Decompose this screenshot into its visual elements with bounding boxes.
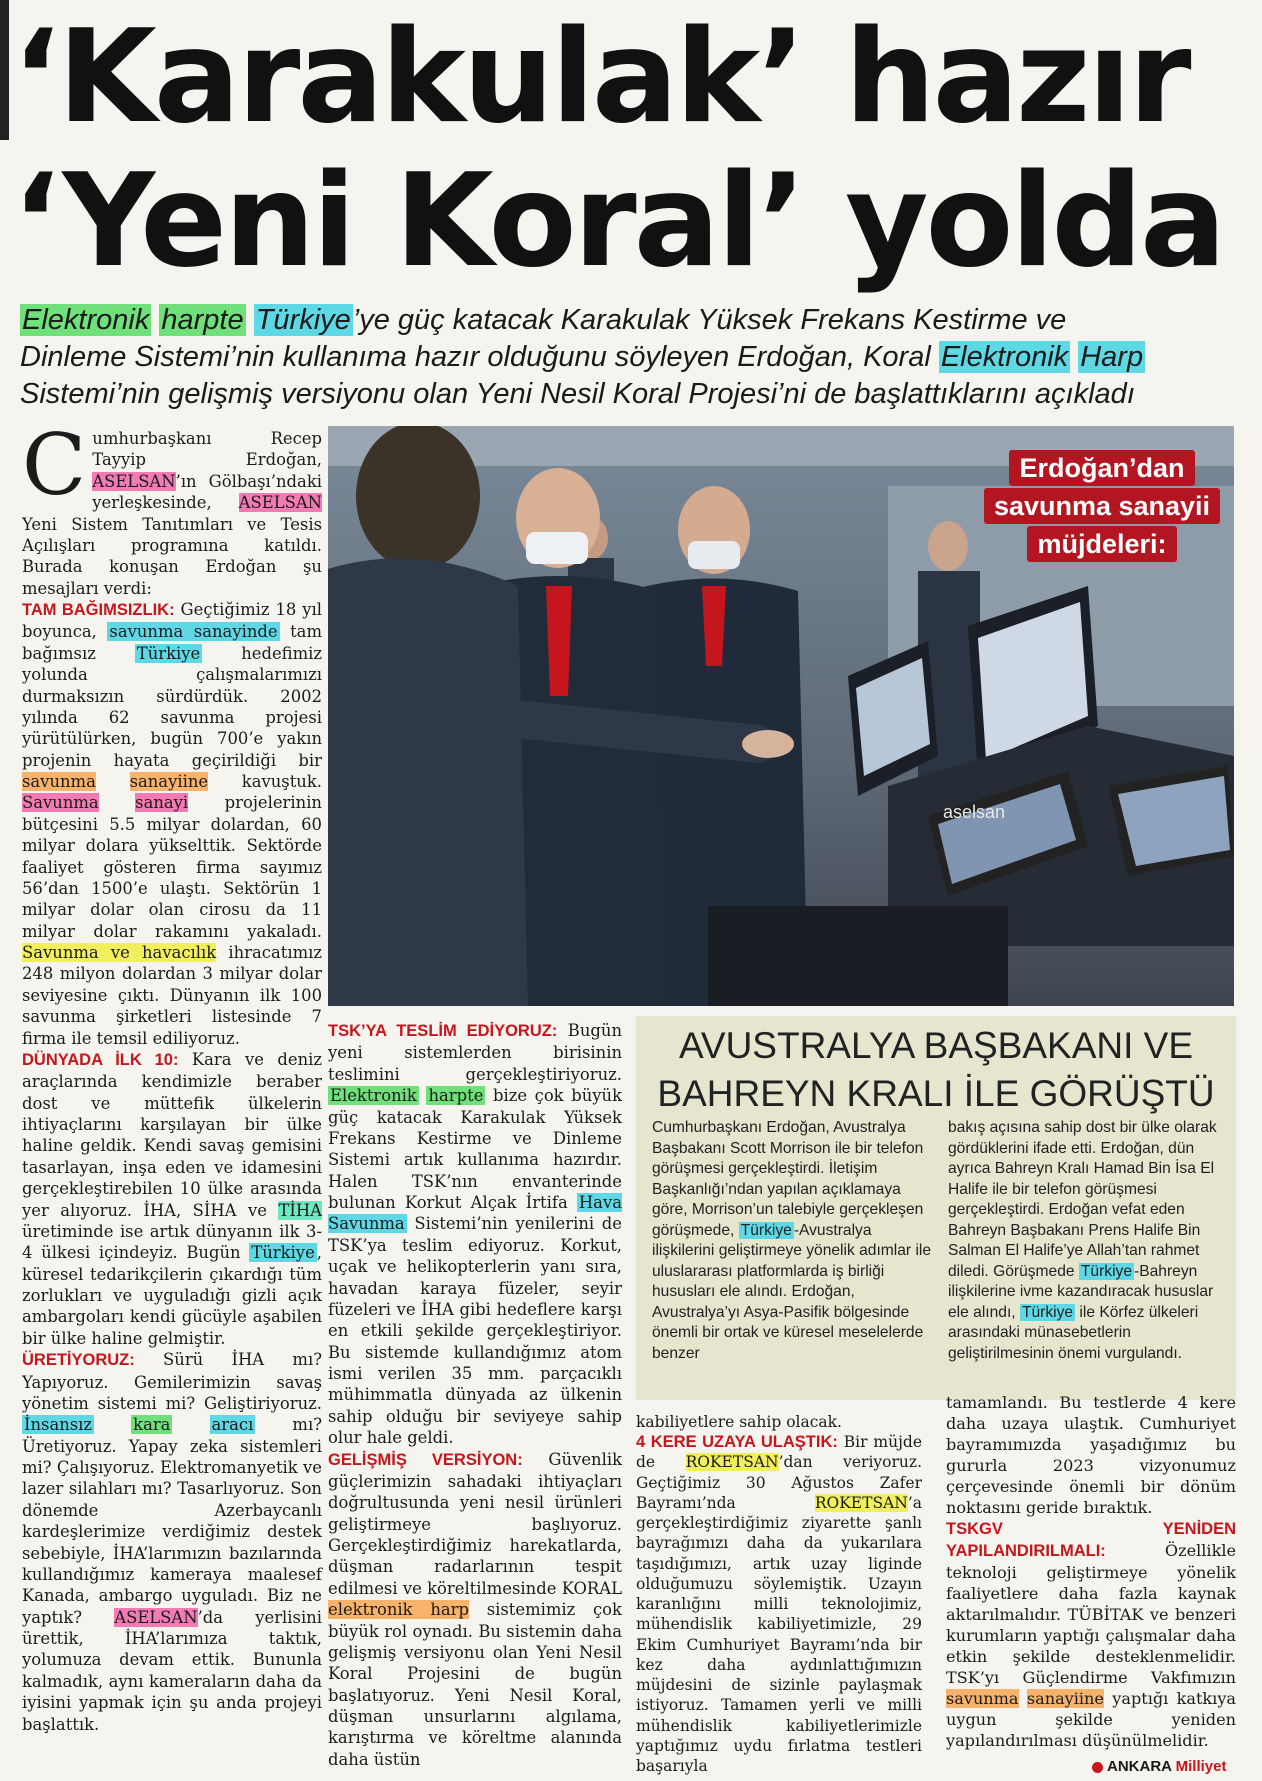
page-edge-rule [0, 0, 9, 140]
photo-overlay-caption: Erdoğan’dan savunma sanayii müjdeleri: [968, 448, 1236, 564]
article-column-4: tamamlandı. Bu testlerde 4 kere daha uzaya ulaştık. Cumhuriyet bayramımızda yaşadığımız bu gururla 2023 vizyonumuz çerçevesinde önemli bir dönüm noktasını geride bıraktık. TSKGV YENİDEN YAPILANDIRILMALI: Özellikle teknoloji geliştirmeye yönelik faaliyetlere daha fazla kaynak aktarılmalıdır. TÜBİTAK ve benzeri kurumların yaptığı çalışmalar daha etkin şekilde desteklenmelidir. TSK’yı Güçlendirme Vakfımızın savunma sanayiine yaptığı katkıya uygun şekilde yeniden yapılandırılması düşünülmelidir. [946, 1393, 1237, 1750]
lead-line-3: Sistemi’nin gelişmiş versiyonu olan Yeni Nesil Koral Projesi’ni de başlattıklarını açıkladı [20, 378, 1135, 410]
lead-line-1: Elektronik harpte Türkiye’ye güç katacak Karakulak Yüksek Frekans Kestirme ve [22, 304, 1067, 336]
article-column-2: TSK’YA TESLİM EDİYORUZ: Bugün yeni sistemlerden birisinin teslimini gerçekleştiriyoruz. Elektronik harpte bize çok büyük güç katacak Karakulak Yüksek Frekans Kestirme ve Dinleme Sistemi artık kullanıma hazırdır. Halen TSK’nın envanterinde bulunan Korkut Alçak İrtifa Hava Savunma Sistemi’nin yenilerini de TSK’ya teslim ediyoruz. Korkut, uçak ve helikopterlerin yanı sıra, havadan karaya füzeler, seyir füzeleri ve İHA gibi hedeflere karşı en etkili şekilde gerçekleştiriyor. Bu sistemde kullandığımız atom ismi verilen 35 mm. parçacıklı mühimmatla dünyada az ülkenin sahip olduğu bir seviyeye sahip olur hale geldi. GELİŞMİŞ VERSİYON: Güvenlik güçlerimizin sahadaki ihtiyaçları doğrultusunda yeni nesil ürünleri geliştirmeye başlıyoruz. Gerçekleştirdiğimiz harekatlarda, düşman radarlarının tespit edilmesi ve köreltilmesinde KORAL elektronik harp sistemimiz çok büyük rol oynadı. Bu sistemin daha gelişmiş versiyonu olan Yeni Nesil Koral Projesini de bugün başlatıyoruz. Yeni Nesil Koral, düşman unsurlarını algılama, karıştırma ve köreltme alanında daha üstün [328, 1021, 623, 1769]
article-column-1: Cumhurbaşkanı Recep Tayyip Erdoğan, ASELSAN’ın Gölbaşı’ndaki yerleşkesinde, ASELSAN Yeni Sistem Tanıtımları ve Tesis Açılışları programına katıldı. Burada konuşan Erdoğan şu mesajları verdi: TAM BAĞIMSIZLIK: Geçtiğimiz 18 yıl boyunca, savunma sanayinde tam bağımsız Türkiye hedefimiz yolunda çalışmalarımızı durmaksızın sürdürdük. 2002 yılında 62 savunma projesi yürütülürken, bugün 700’e yakın projenin hayata geçirildiği bir savunma sanayiine kavuştuk. Savunma sanayi projelerinin bütçesini 5.5 milyar dolardan, 60 milyar dolara yükselttik. Sektörde faaliyet gösteren firma sayımız 56’dan 1500’e ulaştı. Sektörün 1 milyar dolar olan cirosu da 11 milyar dolar rakamını yakaladı. Savunma ve havacılık ihracatımız 248 milyon dolardan 3 milyar dolar seviyesine çıktı. Dünyanın ilk 100 savunma şirketleri listesinde 7 firma ile temsil ediliyoruz. DÜNYADA İLK 10: Kara ve deniz araçlarında kendimizle beraber dost ve müttefik ülkelerin ihtiyaçlarını karşılayan bir ülke haline geldik. Kendi savaş gemisini tasarlayan, inşa eden ve idamesini gerçekleştirebilen 10 ülke arasında yer alıyoruz. İHA, SİHA ve TİHA üretiminde ise artık dünyanın ilk 3-4 ülkesi içindeyiz. Bugün Türkiye , küresel tedarikçilerin çıkardığı tüm zorlukları ve uyguladığı gizli açık ambargoları kendi gücüyle aşabilen bir ülke haline gelmiştir. ÜRETİYORUZ: Sürü İHA mı? Yapıyoruz. Gemilerimizin savaş yönetim sistemi mi? Geliştiriyoruz. İnsansız kara aracı mı? Üretiyoruz. Yapay zeka sistemleri mi? Çalışıyoruz. Elektromanyetik ve lazer silahları mı? Tasarlıyoruz. Son dönemde Azerbaycanlı kardeşlerimize verdiğimiz destek sebebiyle, İHA’larımızın bazılarında kullandığımız kameraya maalesef Kanada, ambargo uyguladı. Biz ne yaptık? ASELSAN’da yerlisini ürettik, İHA’larımıza taktık, yolumuza devam ettik. Bununla kalmadık, aynı kameraların daha da iyisini yapmak için şu anda projeyi başlattık. [22, 416, 323, 1734]
highlight: Elektronik [22, 304, 150, 336]
subhead: GELİŞMİŞ VERSİYON: [328, 1450, 523, 1469]
sidebar-box-title: AVUSTRALYA BAŞBAKANI VE BAHREYN KRALI İLE GÖRÜŞTÜ [657, 1025, 1215, 1114]
subhead: DÜNYADA İLK 10: [22, 1050, 179, 1069]
console-label: aselsan [943, 802, 1006, 822]
headline-line-1: ‘Karakulak’ hazır [12, 3, 1189, 152]
highlight: harpte [161, 304, 244, 336]
lead-line-2: Dinleme Sistemi’nin kullanıma hazır olduğunu söyleyen Erdoğan, Koral Elektronik Harp [20, 341, 1144, 373]
highlight: Elektronik [940, 341, 1069, 373]
subhead: TAM BAĞIMSIZLIK: [22, 601, 175, 619]
lead-paragraph [20, 302, 1252, 413]
drop-cap: C [22, 416, 87, 514]
sidebar-box-column-2: bakış açısına sahip dost bir ülke olarak gördüklerini ifade etti. Erdoğan, dün ayrıca Bahreyn Kralı Hamad Bin İsa El Halife ile bir telefon görüşmesi gerçekleştirdi. Erdoğan vefat eden Bahreyn Başbakanı Prens Halife Bin Salman El Halife’ye Allah’tan rahmet diledi. Görüşmede Türkiye -Bahreyn ilişkilerine ivme kazandıracak hususlar ele alındı, Türkiye ile Körfez ülkeleri arasındaki münasebetlerin geliştirilmesinin önemi vurgulandı. [948, 1119, 1217, 1362]
sidebar-box-column-1: Cumhurbaşkanı Erdoğan, Avustralya Başbakanı Scott Morrison ile bir telefon görüşmesi gerçekleştirdi. İletişim Başkanlığı’ndan yapılan açıklamaya göre, Morrison’un talebiyle gerçekleşen görüşmede, Türkiye -Avustralya ilişkilerini geliştirmeye yönelik adımlar ile uluslararası platformlarda iş birliği hususları ele alındı. Erdoğan, Avustralya’yı Asya-Pasifik bölgesinde önemli bir ortak ve küresel meselelerde benzer [652, 1119, 932, 1362]
subhead: TSKGV YENİDEN YAPILANDIRILMALI: [946, 1520, 1236, 1560]
subhead: TSK’YA TESLİM EDİYORUZ: [328, 1022, 558, 1040]
subhead: ÜRETİYORUZ: [22, 1351, 135, 1370]
byline-credit: ANKARA Milliyet [1092, 1758, 1226, 1775]
highlight: Türkiye [255, 304, 351, 336]
bullet-dot-icon [1092, 1762, 1103, 1773]
article-column-3: kabiliyetlere sahip olacak. 4 KERE UZAYA ULAŞTIK: Bir müjde de ROKETSAN’dan veriyoruz. Geçtiğimiz 30 Ağustos Zafer Bayramı’nda ROKETSAN’a gerçekleştirdiğimiz ziyarette şanlı bayrağımızı daha da yukarılara taşıdığımızı, artık uzay liginde olduğumuzu söylemiştik. Uzayın karanlığını milli teknolojimiz, mühendislik kabiliyetimizle, 29 Ekim Cumhuriyet Bayramı’nda bir kez daha aydınlattığımızın müjdesini de sizinle paylaşmak istiyoruz. Tamamen yerli ve milli mühendislik kabiliyetlerimizle yaptığımız uydu fırlatma testleri başarıyla [636, 1413, 922, 1775]
subhead: 4 KERE UZAYA ULAŞTIK: [636, 1433, 838, 1452]
headline-line-2: ‘Yeni Koral’ yolda [12, 147, 1224, 296]
highlight: Harp [1080, 341, 1144, 373]
